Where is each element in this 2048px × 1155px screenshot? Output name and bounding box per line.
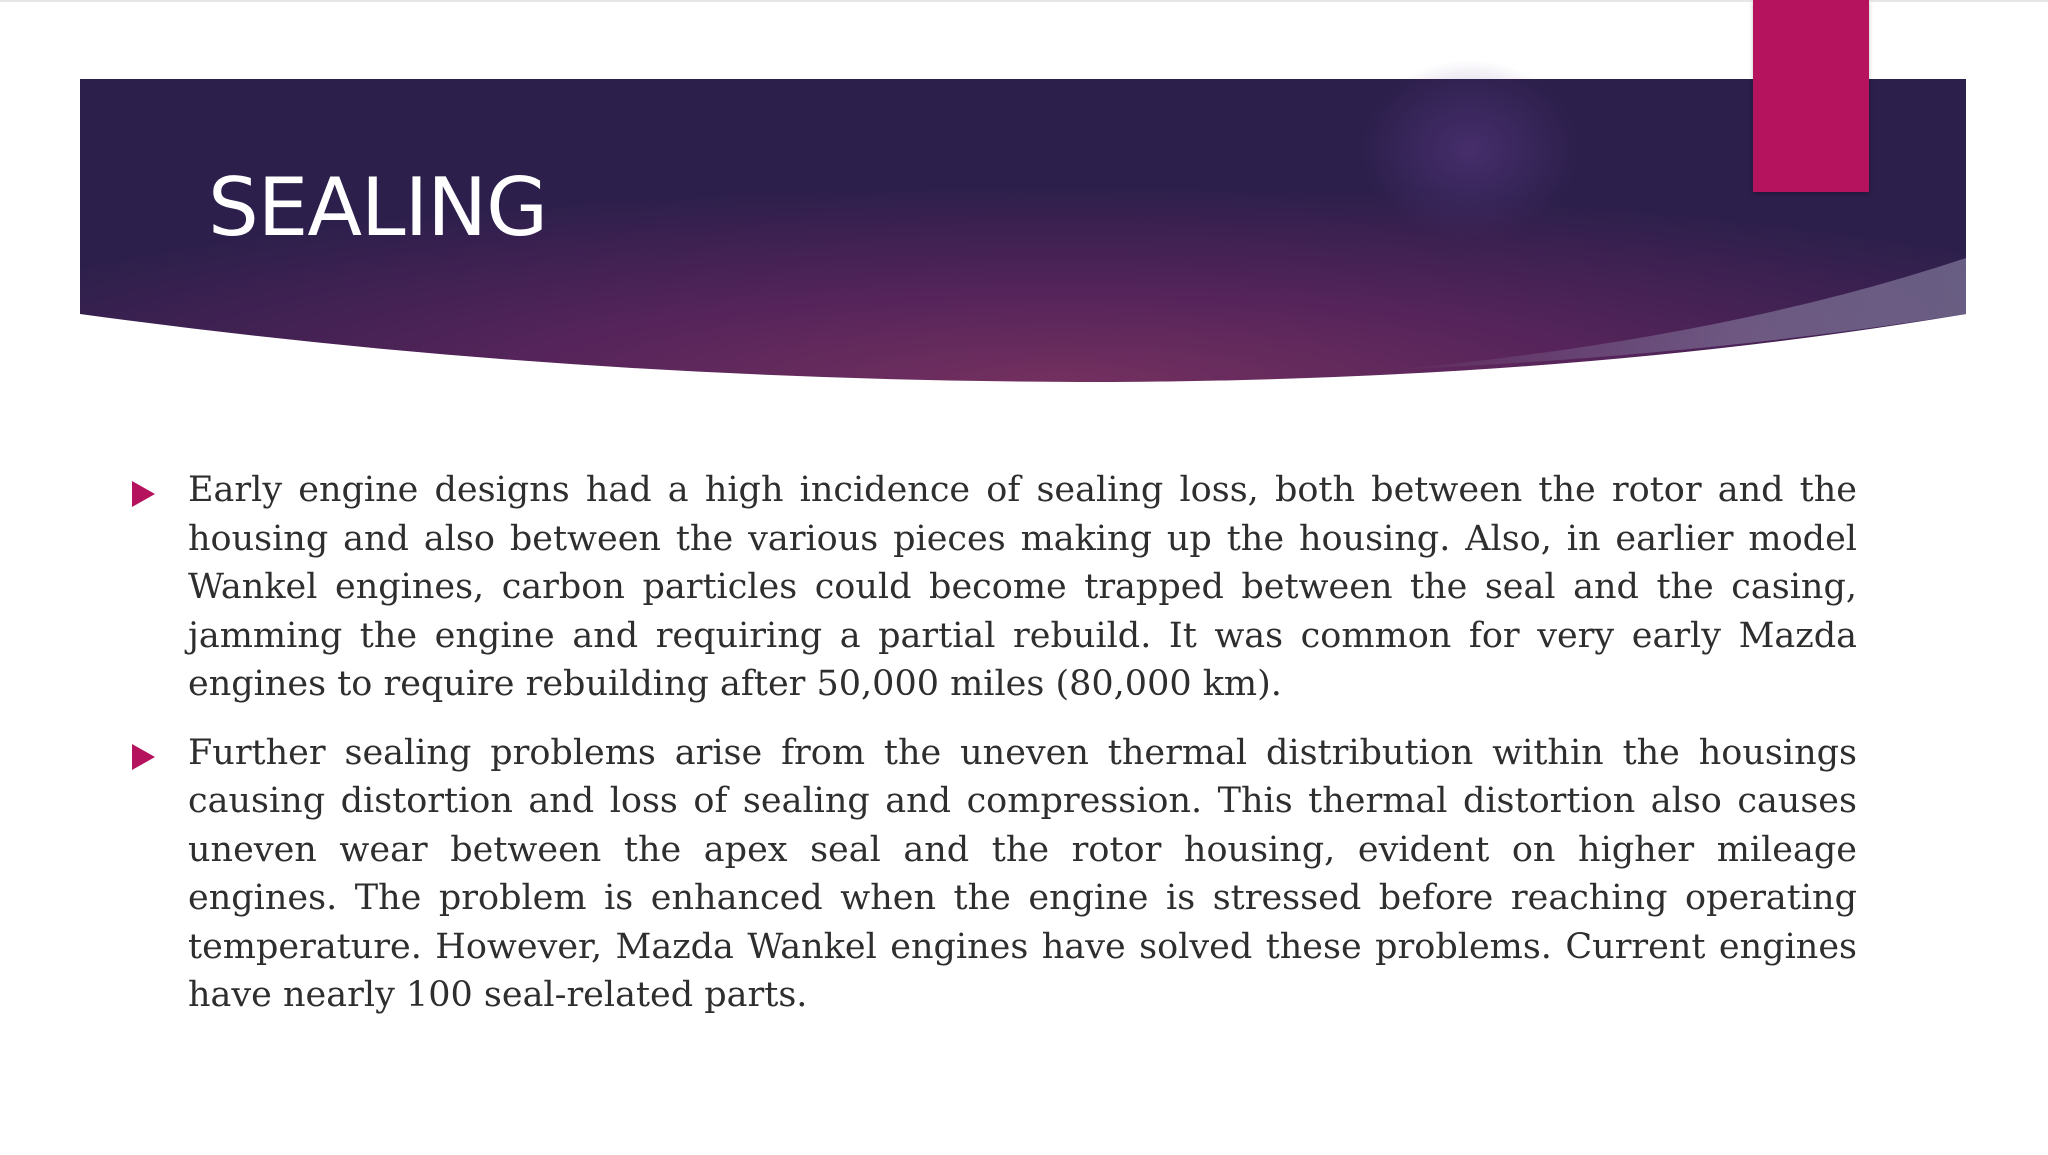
banner-highlight <box>1360 60 1580 240</box>
accent-tab <box>1753 0 1869 192</box>
bullet-text: Early engine designs had a high incidence of sealing loss, both between the rotor and the housing and also between the various pieces making up the housing. Also, in earlier model Wankel engines, carbon particles could become trapped between the seal and the casing, jamming the engine and requiring a partial rebuild. It was common for very early Mazda engines to require rebuilding after 50,000 miles (80,000 km). <box>188 470 1857 704</box>
bullet-item <box>132 729 1857 1020</box>
triangle-right-icon <box>132 481 155 507</box>
slide-title: SEALING <box>208 161 548 254</box>
bullet-text: Further sealing problems arise from the uneven thermal distribution within the housings causing distortion and loss of sealing and compression. This thermal distortion also causes uneven wear between the apex seal and the rotor housing, evident on higher mileage engines. The problem is enhanced when the engine is stressed before reaching operating temperature. However, Mazda Wankel engines have solved these problems. Current engines have nearly 100 seal-related parts. <box>188 732 1857 1015</box>
bullet-item <box>132 466 1857 709</box>
bullet-list <box>132 466 1857 1040</box>
triangle-right-icon <box>132 744 155 770</box>
